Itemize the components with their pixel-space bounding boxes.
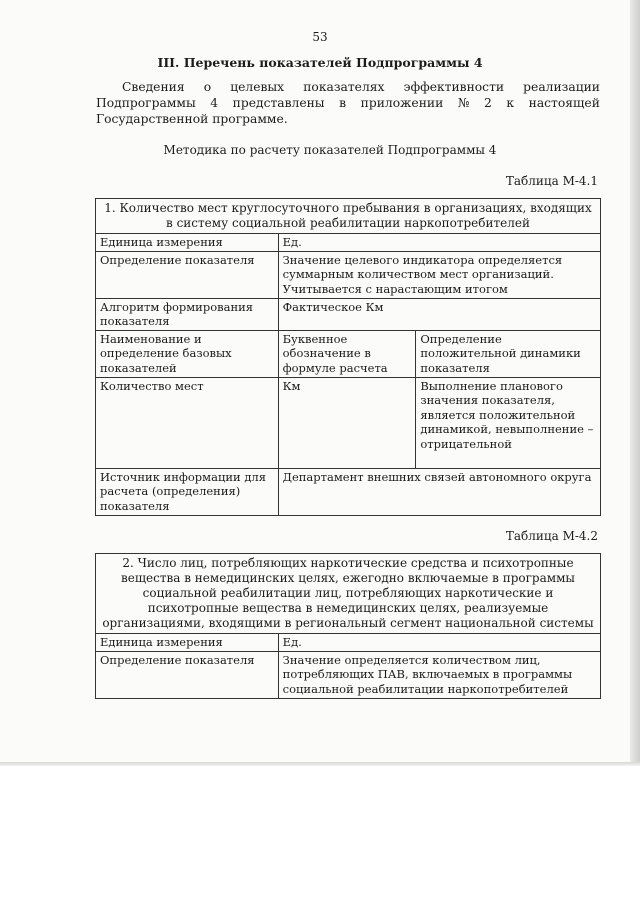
definition-value: Значение целевого индикатора определяется суммарным количеством мест организаций. Учитывается с нарастающим итогом [278, 251, 600, 298]
base-indicator-dynamics: Выполнение планового значения показателя, является положительной динамикой, невыполнение – отрицательной [416, 377, 601, 468]
unit-value: Ед. [278, 234, 600, 252]
word: о [203, 80, 212, 94]
word: представлены [232, 96, 325, 110]
source-label: Источник информации для расчета (определения) показателя [96, 468, 279, 515]
word: 4 [210, 96, 219, 110]
section-heading: III. Перечень показателей Подпрограммы 4 [157, 55, 483, 70]
base-indicator-symbol: Км [278, 377, 416, 468]
symbol-header: Буквенное обозначение в формуле расчета [278, 330, 416, 377]
unit-label: Единица измерения [96, 634, 279, 652]
word: настоящей [528, 96, 600, 110]
page-bottom-edge [0, 762, 640, 766]
word: № [457, 96, 470, 110]
intro-line-2 [96, 95, 600, 111]
table-1-caption: Таблица М-4.1 [505, 174, 598, 188]
definition-value: Значение определяется количеством лиц, потребляющих ПАВ, включаемых в программы социальной реабилитации наркопотребителей [278, 651, 600, 698]
word: Подпрограммы [96, 96, 196, 110]
definition-label: Определение показателя [96, 251, 279, 298]
word: в [339, 96, 347, 110]
definition-label: Определение показателя [96, 651, 279, 698]
indicator-table-1 [95, 198, 601, 516]
unit-label: Единица измерения [96, 234, 279, 252]
page-number: 53 [312, 30, 328, 44]
method-title: Методика по расчету показателей Подпрограммы 4 [163, 143, 497, 157]
intro-line-3: Государственной программе. [96, 112, 288, 126]
word: Сведения [122, 80, 185, 94]
intro-paragraph [96, 79, 600, 127]
indicator-table-2 [95, 553, 601, 699]
table-2-caption: Таблица М-4.2 [505, 529, 598, 543]
intro-line-1 [96, 79, 600, 95]
page-edge [630, 0, 640, 766]
word: 2 [484, 96, 492, 110]
word: целевых [230, 80, 285, 94]
word: эффективности [403, 80, 505, 94]
word: приложении [360, 96, 444, 110]
unit-value: Ед. [278, 634, 600, 652]
table-2-title: 2. Число лиц, потребляющих наркотические средства и психотропные вещества в немедицинских целях, ежегодно включаемые в программы социальной реабилитации лиц, потребляющих наркотические и психотропные вещества в немедицинских целях, реализуемые организациями, входящими в региональный сегмент национальной системы [96, 554, 601, 634]
source-value: Департамент внешних связей автономного округа [278, 468, 600, 515]
algorithm-value: Фактическое Км [278, 298, 600, 330]
base-indicator-name: Количество мест [96, 377, 279, 468]
word: показателях [303, 80, 385, 94]
dynamics-header: Определение положительной динамики показателя [416, 330, 601, 377]
word: к [506, 96, 515, 110]
table-1-title: 1. Количество мест круглосуточного пребывания в организациях, входящих в систему социальной реабилитации наркопотребителей [96, 199, 601, 234]
base-indicators-header: Наименование и определение базовых показателей [96, 330, 279, 377]
word: реализации [523, 80, 600, 94]
algorithm-label: Алгоритм формирования показателя [96, 298, 279, 330]
